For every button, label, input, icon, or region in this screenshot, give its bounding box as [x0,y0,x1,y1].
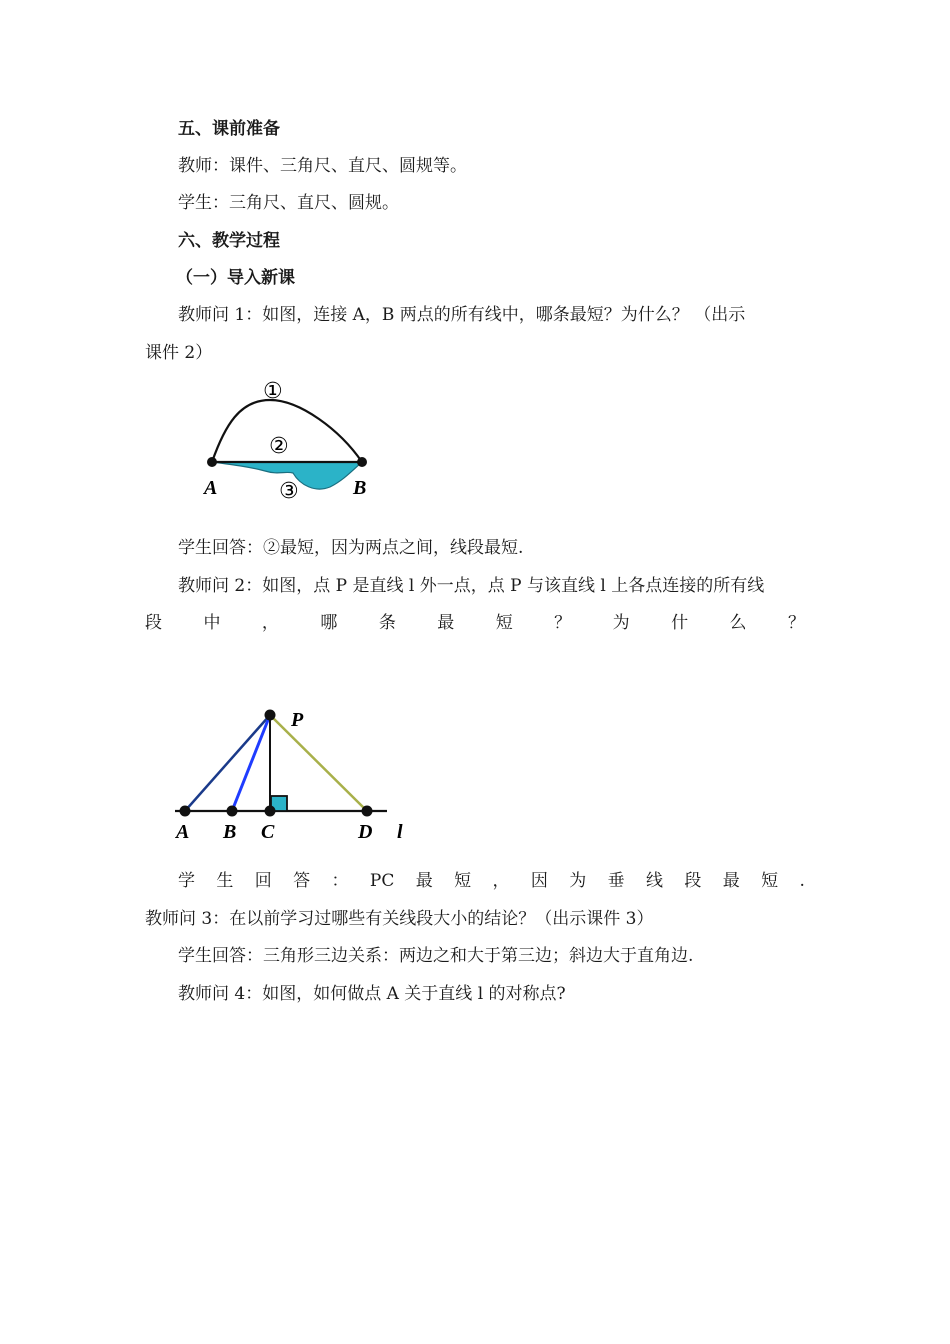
a2-char: 生 [216,871,234,891]
a2-char: PC [369,871,395,891]
q2-char: 短 [495,613,513,633]
question-1-line-2: 课件 2） [145,343,213,363]
student-prep-text: 学生：三角尺、直尺、圆规。 [178,193,399,213]
label-a: A [176,821,190,843]
figure-perpendicular [165,700,425,850]
point-b-dot [357,457,367,467]
question-4-text: 教师问 4：如图，如何做点 A 关于直线 l 的对称点? [178,984,566,1004]
q2-char: 段 [145,613,162,633]
a2-char: 为 [569,871,587,891]
label-c: C [261,821,275,843]
figure-shortest-path [190,375,390,505]
q2-char: 为 [612,613,630,633]
label-d: D [358,821,373,843]
segment-pa [185,715,270,811]
a2-char: 段 [684,871,702,891]
label-a: A [204,477,218,499]
q2-char: 条 [378,613,396,633]
point-a-dot [207,457,217,467]
a2-char: 垂 [607,871,625,891]
label-p: P [291,709,304,731]
q2-char: ， [261,613,279,633]
a2-char: . [799,871,805,891]
point-b-dot [227,806,238,817]
answer-2-line [178,869,805,893]
a2-char: 最 [722,871,740,891]
label-l: l [397,821,403,843]
curve-2-label: ② [269,434,289,459]
point-a-dot [180,806,191,817]
q2-char: ？ [554,613,572,633]
a2-char: 学 [178,871,195,891]
point-c-dot [265,806,276,817]
a2-char: ， [492,871,510,891]
a2-char: 线 [645,871,663,891]
label-b: B [223,821,237,843]
section-6-heading: 六、教学过程 [178,231,280,251]
curve-3-label: ③ [279,479,299,504]
subsection-heading: （一）导入新课 [176,268,295,288]
section-5-heading: 五、课前准备 [178,119,280,139]
a2-char: 因 [530,871,548,891]
question-2-line-2 [145,611,805,635]
question-1-line-1: 教师问 1：如图，连接 A，B 两点的所有线中，哪条最短？为什么？ （出示 [178,305,746,325]
a2-char: 短 [761,871,779,891]
teacher-prep-text: 教师：课件、三角尺、直尺、圆规等。 [178,156,467,176]
a2-char: 回 [254,871,272,891]
a2-char: 短 [454,871,472,891]
a2-char: 最 [415,871,433,891]
q2-char: 哪 [320,613,338,633]
answer-1-text: 学生回答：②最短，因为两点之间，线段最短. [178,538,524,558]
q2-char: 什 [671,613,689,633]
point-p-dot [265,710,276,721]
segment-pb [232,715,270,811]
q2-char: 最 [437,613,455,633]
a2-char: ： [331,871,349,891]
q2-char: 么 [729,613,747,633]
q2-char: 中 [203,613,221,633]
a2-char: 答 [293,871,311,891]
label-b: B [353,477,367,499]
point-d-dot [362,806,373,817]
curve-1-label: ① [263,379,283,404]
answer-3-text: 学生回答：三角形三边关系：两边之和大于第三边；斜边大于直角边. [178,946,694,966]
question-2-line-1: 教师问 2：如图，点 P 是直线 l 外一点，点 P 与该直线 l 上各点连接的所有线 [178,576,765,596]
question-3-text: 教师问 3：在以前学习过哪些有关线段大小的结论？（出示课件 3） [145,909,654,929]
q2-char: ？ [787,613,805,633]
